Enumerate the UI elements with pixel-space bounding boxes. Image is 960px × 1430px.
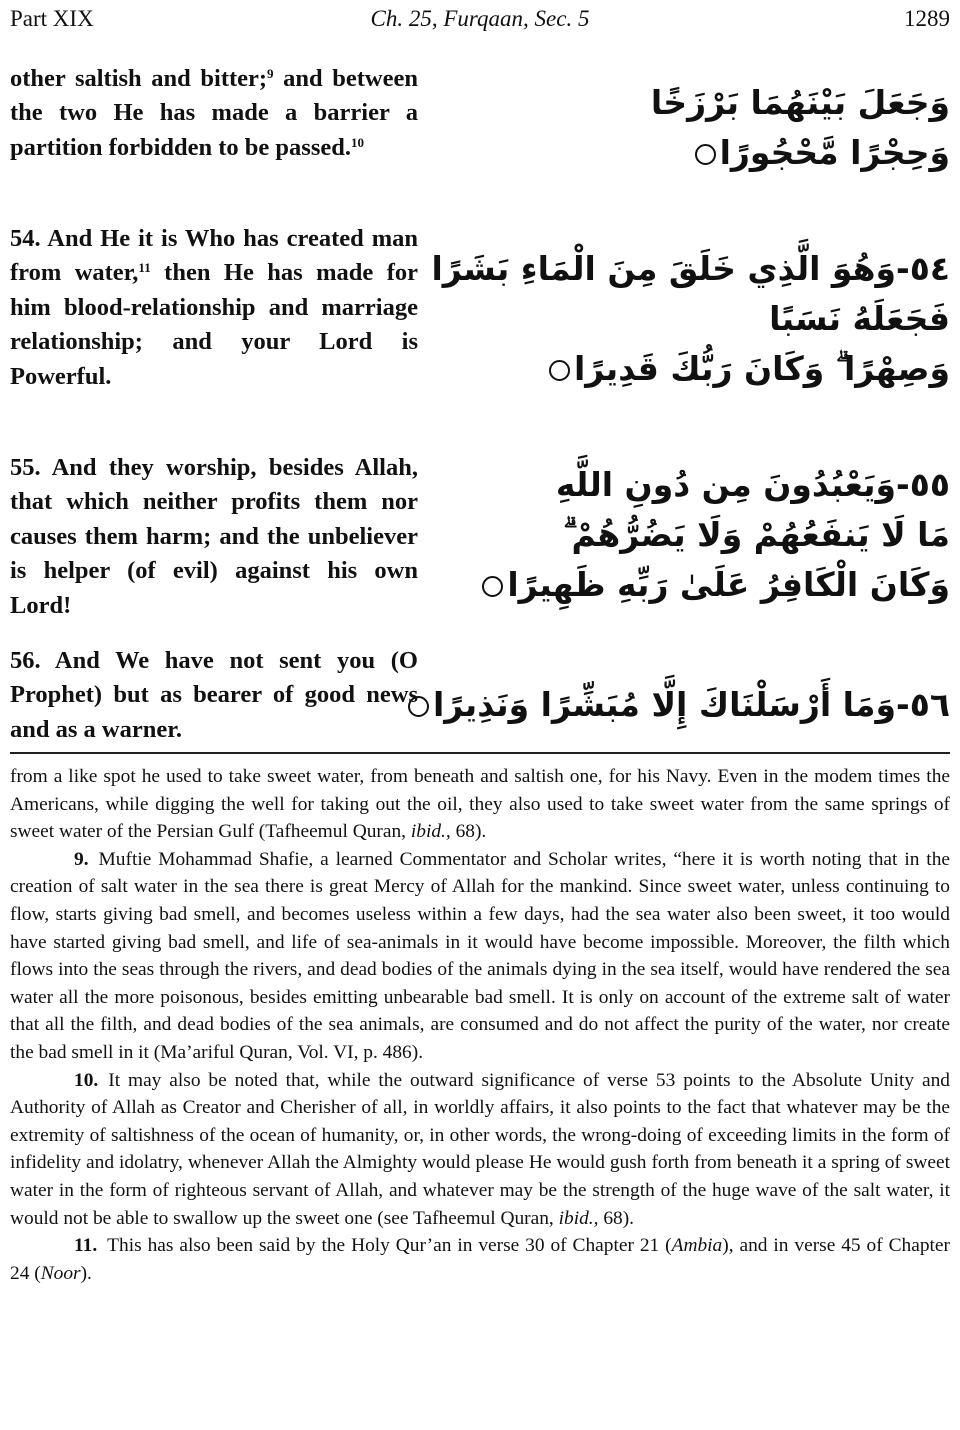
arabic-line-text: وَحِجْرًا مَّحْجُورًا <box>719 133 950 172</box>
footnote-noor: Noor <box>40 1262 81 1284</box>
verse-text: other saltish and bitter; <box>10 65 268 92</box>
footnote-ref-9[interactable]: 9 <box>267 66 274 81</box>
arabic-line-text: وَصِهْرًا ۗ وَكَانَ رَبُّكَ قَدِيرًا <box>573 349 950 388</box>
arabic-line <box>470 344 950 394</box>
footnotes <box>10 763 950 1287</box>
arabic-line <box>470 560 950 610</box>
verse-end-icon <box>549 360 570 381</box>
verse-end-icon <box>482 576 503 597</box>
arabic-line-text: ٥٦-وَمَا أَرْسَلْنَاكَ إِلَّا مُبَشِّرًا وَنَذِيرًا <box>432 685 950 724</box>
verse-text: then He has made for him blood-relationship and marriage relationship; and your Lord is Powerful. <box>10 259 418 390</box>
page-header <box>10 2 950 36</box>
footnote-text: 68). <box>598 1207 635 1229</box>
verse-55-translation <box>10 451 418 623</box>
arabic-line-text: وَكَانَ الْكَافِرُ عَلَىٰ رَبِّهِ ظَهِيرًا <box>507 565 950 604</box>
verse-56-arabic <box>432 680 950 730</box>
footnote-text: from a like spot he used to take sweet water, from beneath and saltish one, for his Navy. Even in the modem times the Americans, while digging the well for taking out the oil, they also used to take sweet water from the same springs of sweet water of the Persian Gulf (Tafheemul Quran, <box>10 766 950 843</box>
footnote-divider <box>10 752 950 754</box>
arabic-line <box>432 680 950 730</box>
arabic-line: وَجَعَلَ بَيْنَهُمَا بَرْزَخًا <box>650 83 950 122</box>
footnote-text: 68). <box>450 821 487 843</box>
verse-53-translation <box>10 62 418 165</box>
arabic-line: ٥٤-وَهُوَ الَّذِي خَلَقَ مِنَ الْمَاءِ بَشَرًا <box>431 249 950 288</box>
verse-56-translation <box>10 644 418 747</box>
footnote-text: ). <box>80 1262 92 1284</box>
footnote-9 <box>10 846 950 1067</box>
footnote-text: Muftie Mohammad Shafie, a learned Commentator and Scholar writes, “here it is worth noting that in the creation of salt water in the sea there is great Mercy of Allah for the mankind. Since sweet water, unless continuing to flow, starts giving bad smell, and becomes useless within a few days, had the sea water also been sweet, it too would have started giving bad smell, and life of sea-animals in it would have become impossible. Moreover, the filth which flows into the seas through the rivers, and dead bodies of the animals dying in the sea itself, would have rendered the sea water all the more poisonous, besides emitting unbearable bad smell. It is only on account of the extreme salt of water that all the filth, and dead bodies of the sea animals, are consumed and do not affect the purity of the water, nor create the bad smell in it (Ma’ariful Quran, Vol. VI, p. 486). <box>10 848 950 1063</box>
footnote-text: It may also be noted that, while the outward significance of verse 53 points to the Absolute Unity and Authority of Allah as Creator and Cherisher of all, in worldly affairs, it also points to the fact that whatever may be the extremity of saltishness of the ocean of humanity, or, in other words, the wrong-doing of exceeding limits in the form of infidelity and idolatry, whenever Allah the Almighty would please He would gush forth from beneath it a spring of sweet water in the form of righteous servant of Allah, and whatever may be the strength of the huge wave of the salt water, it would not be able to swallow up the sweet one (see Tafheemul Quran, <box>10 1069 950 1229</box>
verse-55-arabic <box>470 460 950 610</box>
arabic-line: ٥٥-وَيَعْبُدُونَ مِن دُونِ اللَّهِ <box>555 465 950 504</box>
footnote-ibid: ibid., <box>410 821 451 843</box>
chapter-title: Ch. 25, Furqaan, Sec. 5 <box>370 6 590 31</box>
verse-end-icon <box>695 144 716 165</box>
verse-text: 55. And they worship, besides Allah, that which neither profits them nor causes them harm; and the unbeliever is helper (of evil) against his own Lord! <box>10 454 418 619</box>
verse-end-icon <box>408 696 429 717</box>
footnote-11 <box>10 1232 950 1287</box>
footnote-number: 9. <box>74 848 89 870</box>
footnote-text: ), and in verse 45 of Chapter 24 ( <box>10 1235 951 1284</box>
page-number: 1289 <box>904 6 950 31</box>
footnote-number: 11. <box>74 1235 98 1257</box>
footnote-number: 10. <box>74 1069 99 1091</box>
arabic-line: فَجَعَلَهُ نَسَبًا <box>769 299 950 338</box>
arabic-line <box>470 128 950 178</box>
footnote-ibid: ibid., <box>558 1207 599 1229</box>
footnote-text: This has also been said by the Holy Qur’an in verse 30 of Chapter 21 ( <box>107 1235 672 1257</box>
footnote-ref-10[interactable]: 10 <box>351 134 365 150</box>
part-label: Part XIX <box>10 6 94 31</box>
arabic-line: مَا لَا يَنفَعُهُمْ وَلَا يَضُرُّهُمْ ۗ <box>563 515 950 554</box>
footnote-continuation <box>10 763 950 846</box>
verse-text: and between the two He has made a barrier a partition forbidden to be passed. <box>10 65 418 161</box>
verse-text: 56. And We have not sent you (O Prophet) but as bearer of good news and as a warner. <box>10 647 418 743</box>
verse-text: 54. And He it is Who has created man from water, <box>10 225 418 287</box>
verse-54-translation <box>10 222 418 394</box>
verse-53-arabic <box>470 78 950 178</box>
verse-54-arabic <box>431 244 950 394</box>
footnote-ref-11[interactable]: 11 <box>138 260 151 276</box>
footnote-10 <box>10 1067 950 1233</box>
footnote-ambia: Ambia <box>671 1235 723 1257</box>
